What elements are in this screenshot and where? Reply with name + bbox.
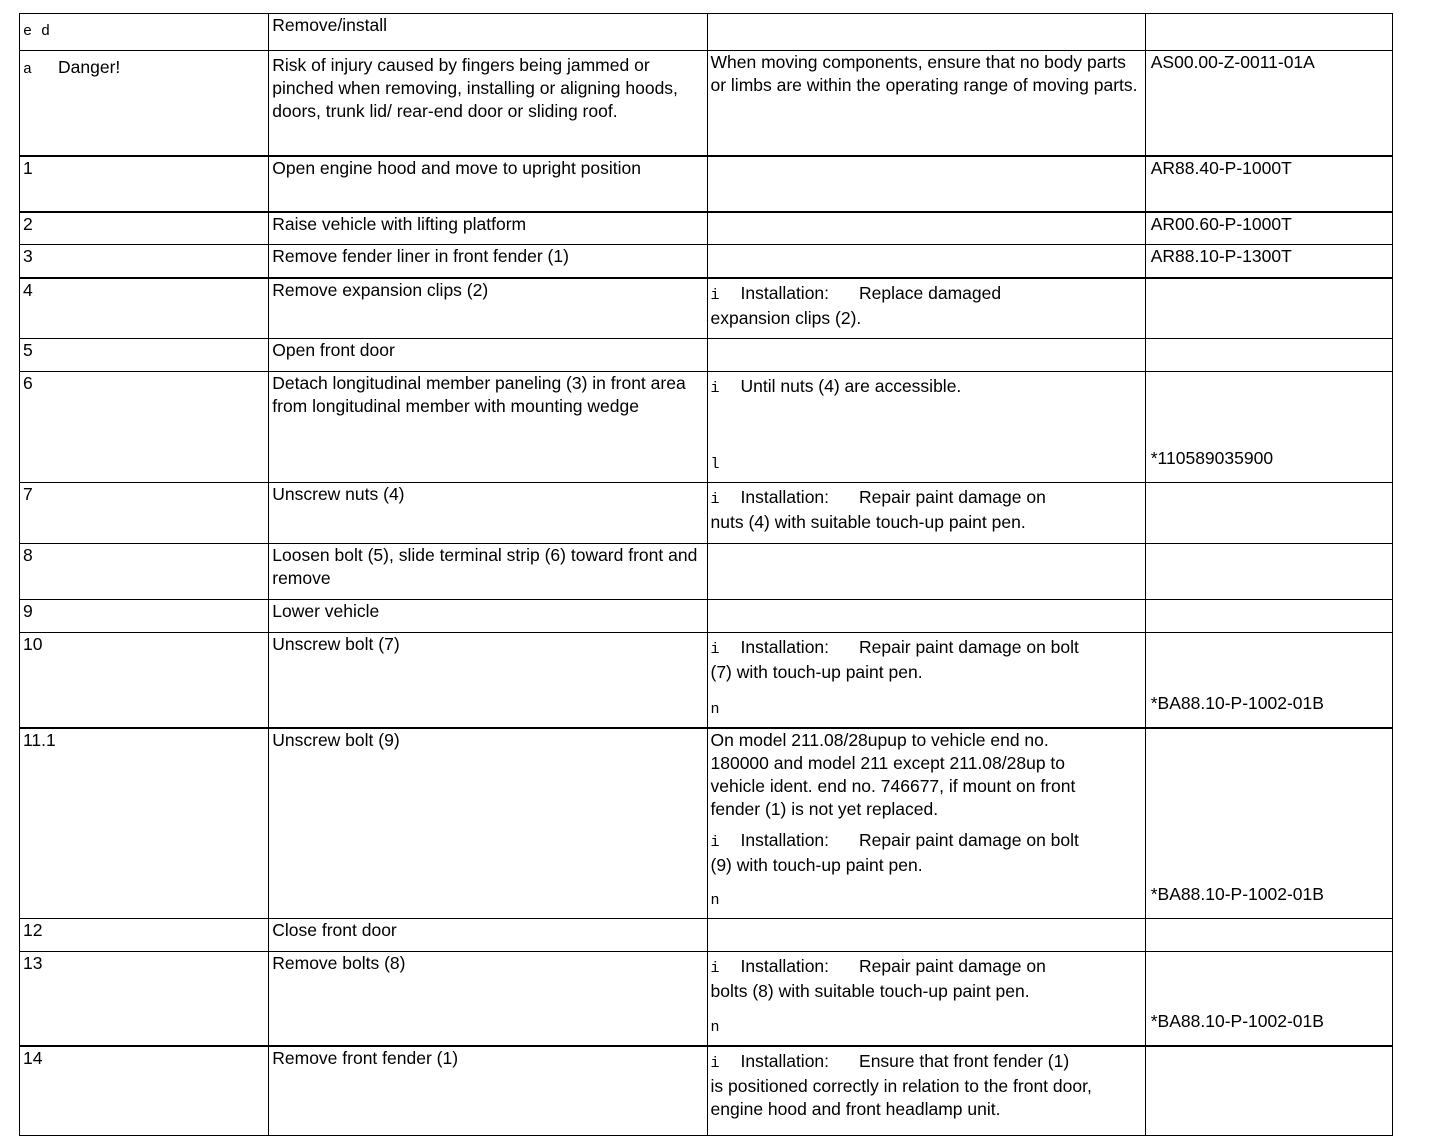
tool-icon: l [710,456,720,473]
danger-row [20,51,1393,156]
note-cont: (9) with touch-up paint pen. [710,854,923,875]
info-icon: i [710,286,720,304]
header-action: Remove/install [272,15,388,35]
danger-ref: AS00.00-Z-0011-01A [1150,52,1315,72]
note-cont: is positioned correctly in relation to the front door, engine hood and front headlamp unit. [710,1075,1092,1119]
table-row [20,245,1393,278]
step-number: 5 [23,340,33,360]
step-action: Open front door [272,340,395,360]
note-tail: Ensure that front fender (1) [859,1050,1070,1071]
info-icon: i [710,641,720,658]
step-number: 13 [23,953,43,973]
step-number: 8 [23,545,33,565]
danger-label: Danger! [58,57,121,77]
info-icon: i [710,960,720,977]
danger-note-cell [707,51,1145,156]
step-ref: AR88.10-P-1300T [1150,246,1292,266]
info-icon: i [710,491,720,508]
step-action: Close front door [272,920,397,940]
danger-action: Risk of injury caused by fingers being jammed or pinched when removing, installing or aligning hoods, doors, trunk lid/ rear-end door or sliding roof. [272,55,678,121]
step-number: 7 [23,484,33,504]
step-ref: AR00.60-P-1000T [1150,213,1292,234]
header-step: e d [23,23,51,40]
step-ref: AR88.40-P-1000T [1150,157,1292,178]
step-action: Unscrew bolt (7) [272,634,400,654]
step-action: Loosen bolt (5), slide terminal strip (6) toward front and remove [272,545,698,588]
table-row [20,212,1393,245]
step-number: 4 [23,279,33,300]
note-head: Installation: [740,282,830,303]
note-cont: bolts (8) with suitable touch-up paint pen. [710,981,1030,1001]
step-action: Unscrew bolt (9) [272,729,400,750]
table-row [20,339,1393,372]
step-number: 9 [23,601,33,621]
note-head: Installation: [740,956,830,976]
table-row [20,544,1393,600]
table-row [20,1046,1393,1136]
note-tail: Replace damaged [859,282,1002,303]
danger-label-cell [20,51,269,156]
step-action: Detach longitudinal member paneling (3) in front area from longitudinal member with mounting wedge [272,373,686,416]
step-number: 2 [23,213,33,234]
table-row [20,278,1393,339]
note-cont: expansion clips (2). [710,307,862,328]
table-row [20,633,1393,728]
step-action: Raise vehicle with lifting platform [272,213,527,234]
info-icon: i [710,380,720,397]
step-action: Remove expansion clips (2) [272,279,489,300]
step-number: 10 [23,634,43,654]
note-tail: Repair paint damage on [859,956,1046,976]
pre-note: On model 211.08/28upup to vehicle end no. 180000 and model 211 except 211.08/28up to vehicle ident. end no. 746677, if mount on front fender (1) is not yet replaced. [710,729,1076,819]
step-ref: *BA88.10-P-1002-01B [1150,692,1324,713]
step-action: Remove fender liner in front fender (1) [272,246,569,266]
danger-glyph: a [23,61,33,78]
info-icon: i [710,833,720,851]
note-head: Installation: [740,1050,830,1071]
step-action: Lower vehicle [272,601,380,621]
note-tail: Repair paint damage on [859,487,1046,507]
note-head: Installation: [740,637,830,657]
step-action: Remove bolts (8) [272,953,406,973]
step-number: 12 [23,920,43,940]
danger-note: When moving components, ensure that no body parts or limbs are within the operating range of moving parts. [710,52,1138,95]
table-row [20,728,1393,919]
step-ref: *BA88.10-P-1002-01B [1150,884,1324,904]
danger-action-cell [269,51,707,156]
step-action: Unscrew nuts (4) [272,484,405,504]
step-ref: *BA88.10-P-1002-01B [1150,1010,1324,1031]
tool-icon: n [710,1018,720,1036]
table-row [20,156,1393,212]
step-action: Open engine hood and move to upright position [272,157,641,178]
tool-icon: n [710,700,720,718]
tool-icon: n [710,892,720,909]
step-number: 14 [23,1047,43,1068]
danger-ref-cell [1145,51,1392,156]
note-head: Installation: [740,829,830,850]
table-row [20,483,1393,544]
note-head: Installation: [740,487,830,507]
header-action-cell [269,14,707,51]
header-row [20,14,1393,51]
table-row [20,372,1393,483]
table-row [20,952,1393,1046]
step-number: 1 [23,157,33,178]
step-action: Remove front fender (1) [272,1047,459,1068]
procedure-table [19,13,1393,1136]
info-icon: i [710,1054,720,1072]
step-ref: *110589035900 [1150,448,1274,468]
header-step-cell [20,14,269,51]
step-number: 11.1 [23,729,56,750]
note-cont: nuts (4) with suitable touch-up paint pen. [710,512,1026,532]
note-cont: (7) with touch-up paint pen. [710,662,923,682]
note-text: Until nuts (4) are accessible. [740,376,962,396]
table-row [20,600,1393,633]
note-tail: Repair paint damage on bolt [859,637,1079,657]
step-number: 6 [23,373,33,393]
table-row [20,919,1393,952]
note-tail: Repair paint damage on bolt [859,829,1079,850]
step-number: 3 [23,246,33,266]
